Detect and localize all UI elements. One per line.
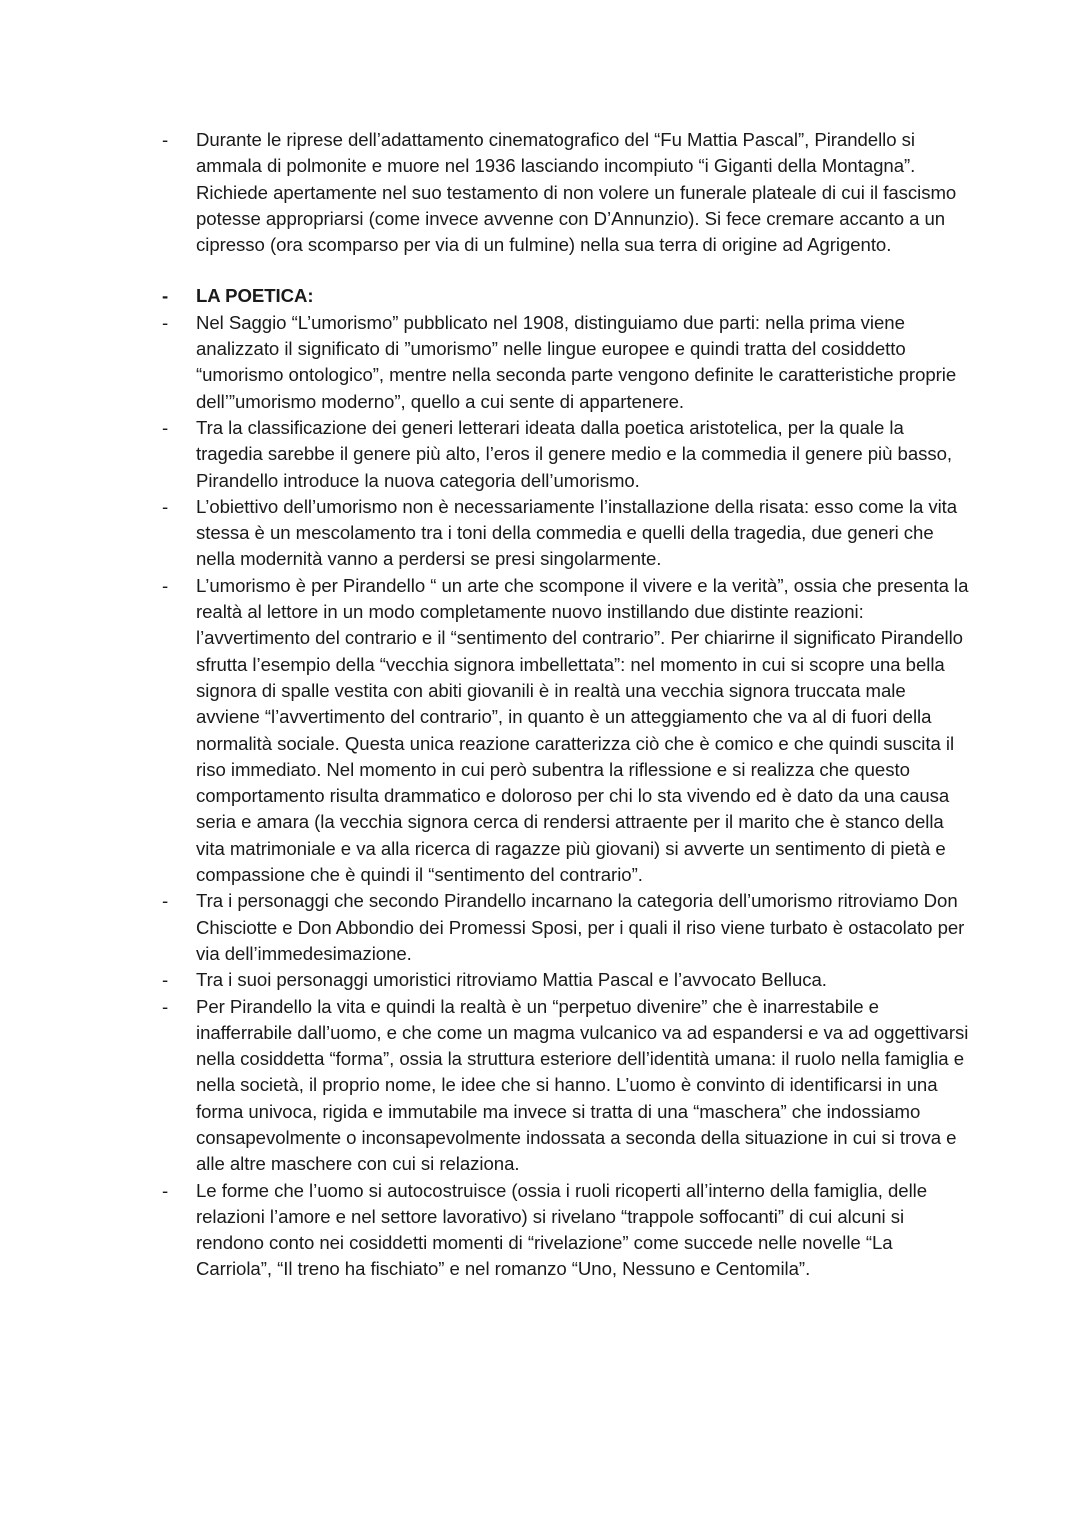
paragraph-text: L’obiettivo dell’umorismo non è necessariamente l’installazione della risata: esso come la vita stessa è un mescolamento tra i toni della commedia e quelli della tragedia, due generi che nella modernità vanno a perdersi se presi singolarmente. — [196, 495, 958, 570]
spacer — [150, 258, 970, 283]
paragraph-text: L’umorismo è per Pirandello “ un arte che scompone il vivere e la verità”, ossia che presenta la realtà al lettore in un modo completamente nuovo instillando due distinte reazioni: l’avvertimento del contrario e il “sentimento del contrario”. Per chiarirne il significato Pirandello sfrutta l’esempio della “vecchia signora imbellettata”: nel momento in cui si scopre una bella signora di spalle vestita con abiti giovanili è in realtà una vecchia signora truccata male avviene “l’avvertimento del contrario”, in quanto è un atteggiamento che va al di fuori della normalità sociale. Questa unica reazione caratterizza ciò che è comico e che quindi suscita il riso immediato. Nel momento in cui però subentra la riflessione e si realizza che questo comportamento risulta drammatico e doloroso per chi lo sta vivendo ed è dato da una causa seria e amara (la vecchia signora cerca di rendersi attraente per il marito che è stanco della vita matrimoniale e va alla ricerca di ragazze più giovani) si avverte un sentimento di pietà e compassione che è quindi il “sentimento del contrario”. — [196, 574, 969, 886]
list-item — [150, 967, 970, 993]
paragraph-text: Tra la classificazione dei generi letterari ideata dalla poetica aristotelica, per la quale la tragedia sarebbe il genere più alto, l’eros il genere medio e la commedia il genere più basso, Pirandello introduce la nuova categoria dell’umorismo. — [196, 416, 953, 491]
document-body — [150, 127, 970, 1283]
paragraph-text: Tra i personaggi che secondo Pirandello incarnano la categoria dell’umorismo ritroviamo Don Chisciotte e Don Abbondio dei Promessi Sposi, per i quali il riso viene turbato è ostacolato per via dell’immedesimazione. — [196, 890, 965, 964]
list-item — [150, 888, 970, 967]
paragraph-text: Le forme che l’uomo si autocostruisce (ossia i ruoli ricoperti all’interno della famiglia, delle relazioni l’amore e nel settore lavorativo) si rivelano “trappole soffocanti” di cui alcuni si rendono conto nei cosiddetti momenti di “rivelazione” come succede nelle novelle “La Carriola”, “Il treno ha fischiato” e nel romanzo “Uno, Nessuno e Centomila”. — [196, 1179, 928, 1280]
bullet-dash: - — [162, 969, 169, 991]
paragraph-text: Durante le riprese dell’adattamento cinematografico del “Fu Mattia Pascal”, Pirandello si ammala di polmonite e muore nel 1936 lasciando incompiuto “i Giganti della Montagna”. Richiede apertamente nel suo testamento di non volere un funerale plateale di cui il fascismo potesse appropriarsi (come invece avvenne con D’Annunzio). Si fece cremare accanto a un cipresso (ora scomparso per via di un fulmine) nella sua terra di origine ad Agrigento. — [196, 129, 957, 256]
bullet-dash: - — [162, 416, 169, 438]
list-item — [150, 994, 970, 1178]
bullet-dash: - — [162, 574, 169, 596]
list-item — [150, 127, 970, 258]
paragraph-text: Nel Saggio “L’umorismo” pubblicato nel 1908, distinguiamo due parti: nella prima viene analizzato il significato di ”umorismo” nelle lingue europee e quindi tratta del cosiddetto “umorismo ontologico”, mentre nella seconda parte vengono definite le caratteristiche proprie dell’”umorismo moderno”, quello a cui sente di appartenere. — [196, 311, 957, 412]
paragraph-text: Per Pirandello la vita e quindi la realtà è un “perpetuo divenire” che è inarrestabile e inafferrabile dall’uomo, e che come un magma vulcanico va ad espandersi e va ad oggettivarsi nella cosiddetta “forma”, ossia la struttura esteriore dell’identità umana: il ruolo nella famiglia e nella società, il proprio nome, le idee che si hanno. L’uomo è convinto di identificarsi in una forma univoca, rigida e immutabile ma invece si tratta di una “maschera” che indossiamo consapevolmente o inconsapevolmente indossata a seconda della situazione in cui si trova e alle altre maschere con cui si relaziona. — [196, 995, 969, 1175]
bullet-dash: - — [162, 1179, 169, 1201]
section-heading: LA POETICA: — [196, 285, 314, 307]
bullet-dash: - — [162, 129, 169, 150]
list-item — [150, 494, 970, 573]
paragraph-text: Tra i suoi personaggi umoristici ritroviamo Mattia Pascal e l’avvocato Belluca. — [196, 969, 827, 991]
bullet-dash: - — [162, 495, 169, 517]
list-item — [150, 573, 970, 889]
bullet-dash: - — [162, 311, 169, 333]
list-item — [150, 1178, 970, 1283]
list-item — [150, 310, 970, 415]
list-item — [150, 415, 970, 494]
bullet-dash: - — [162, 890, 169, 912]
bullet-dash: - — [162, 995, 169, 1017]
bullet-dash: - — [162, 285, 169, 307]
section-heading-item — [150, 283, 970, 309]
